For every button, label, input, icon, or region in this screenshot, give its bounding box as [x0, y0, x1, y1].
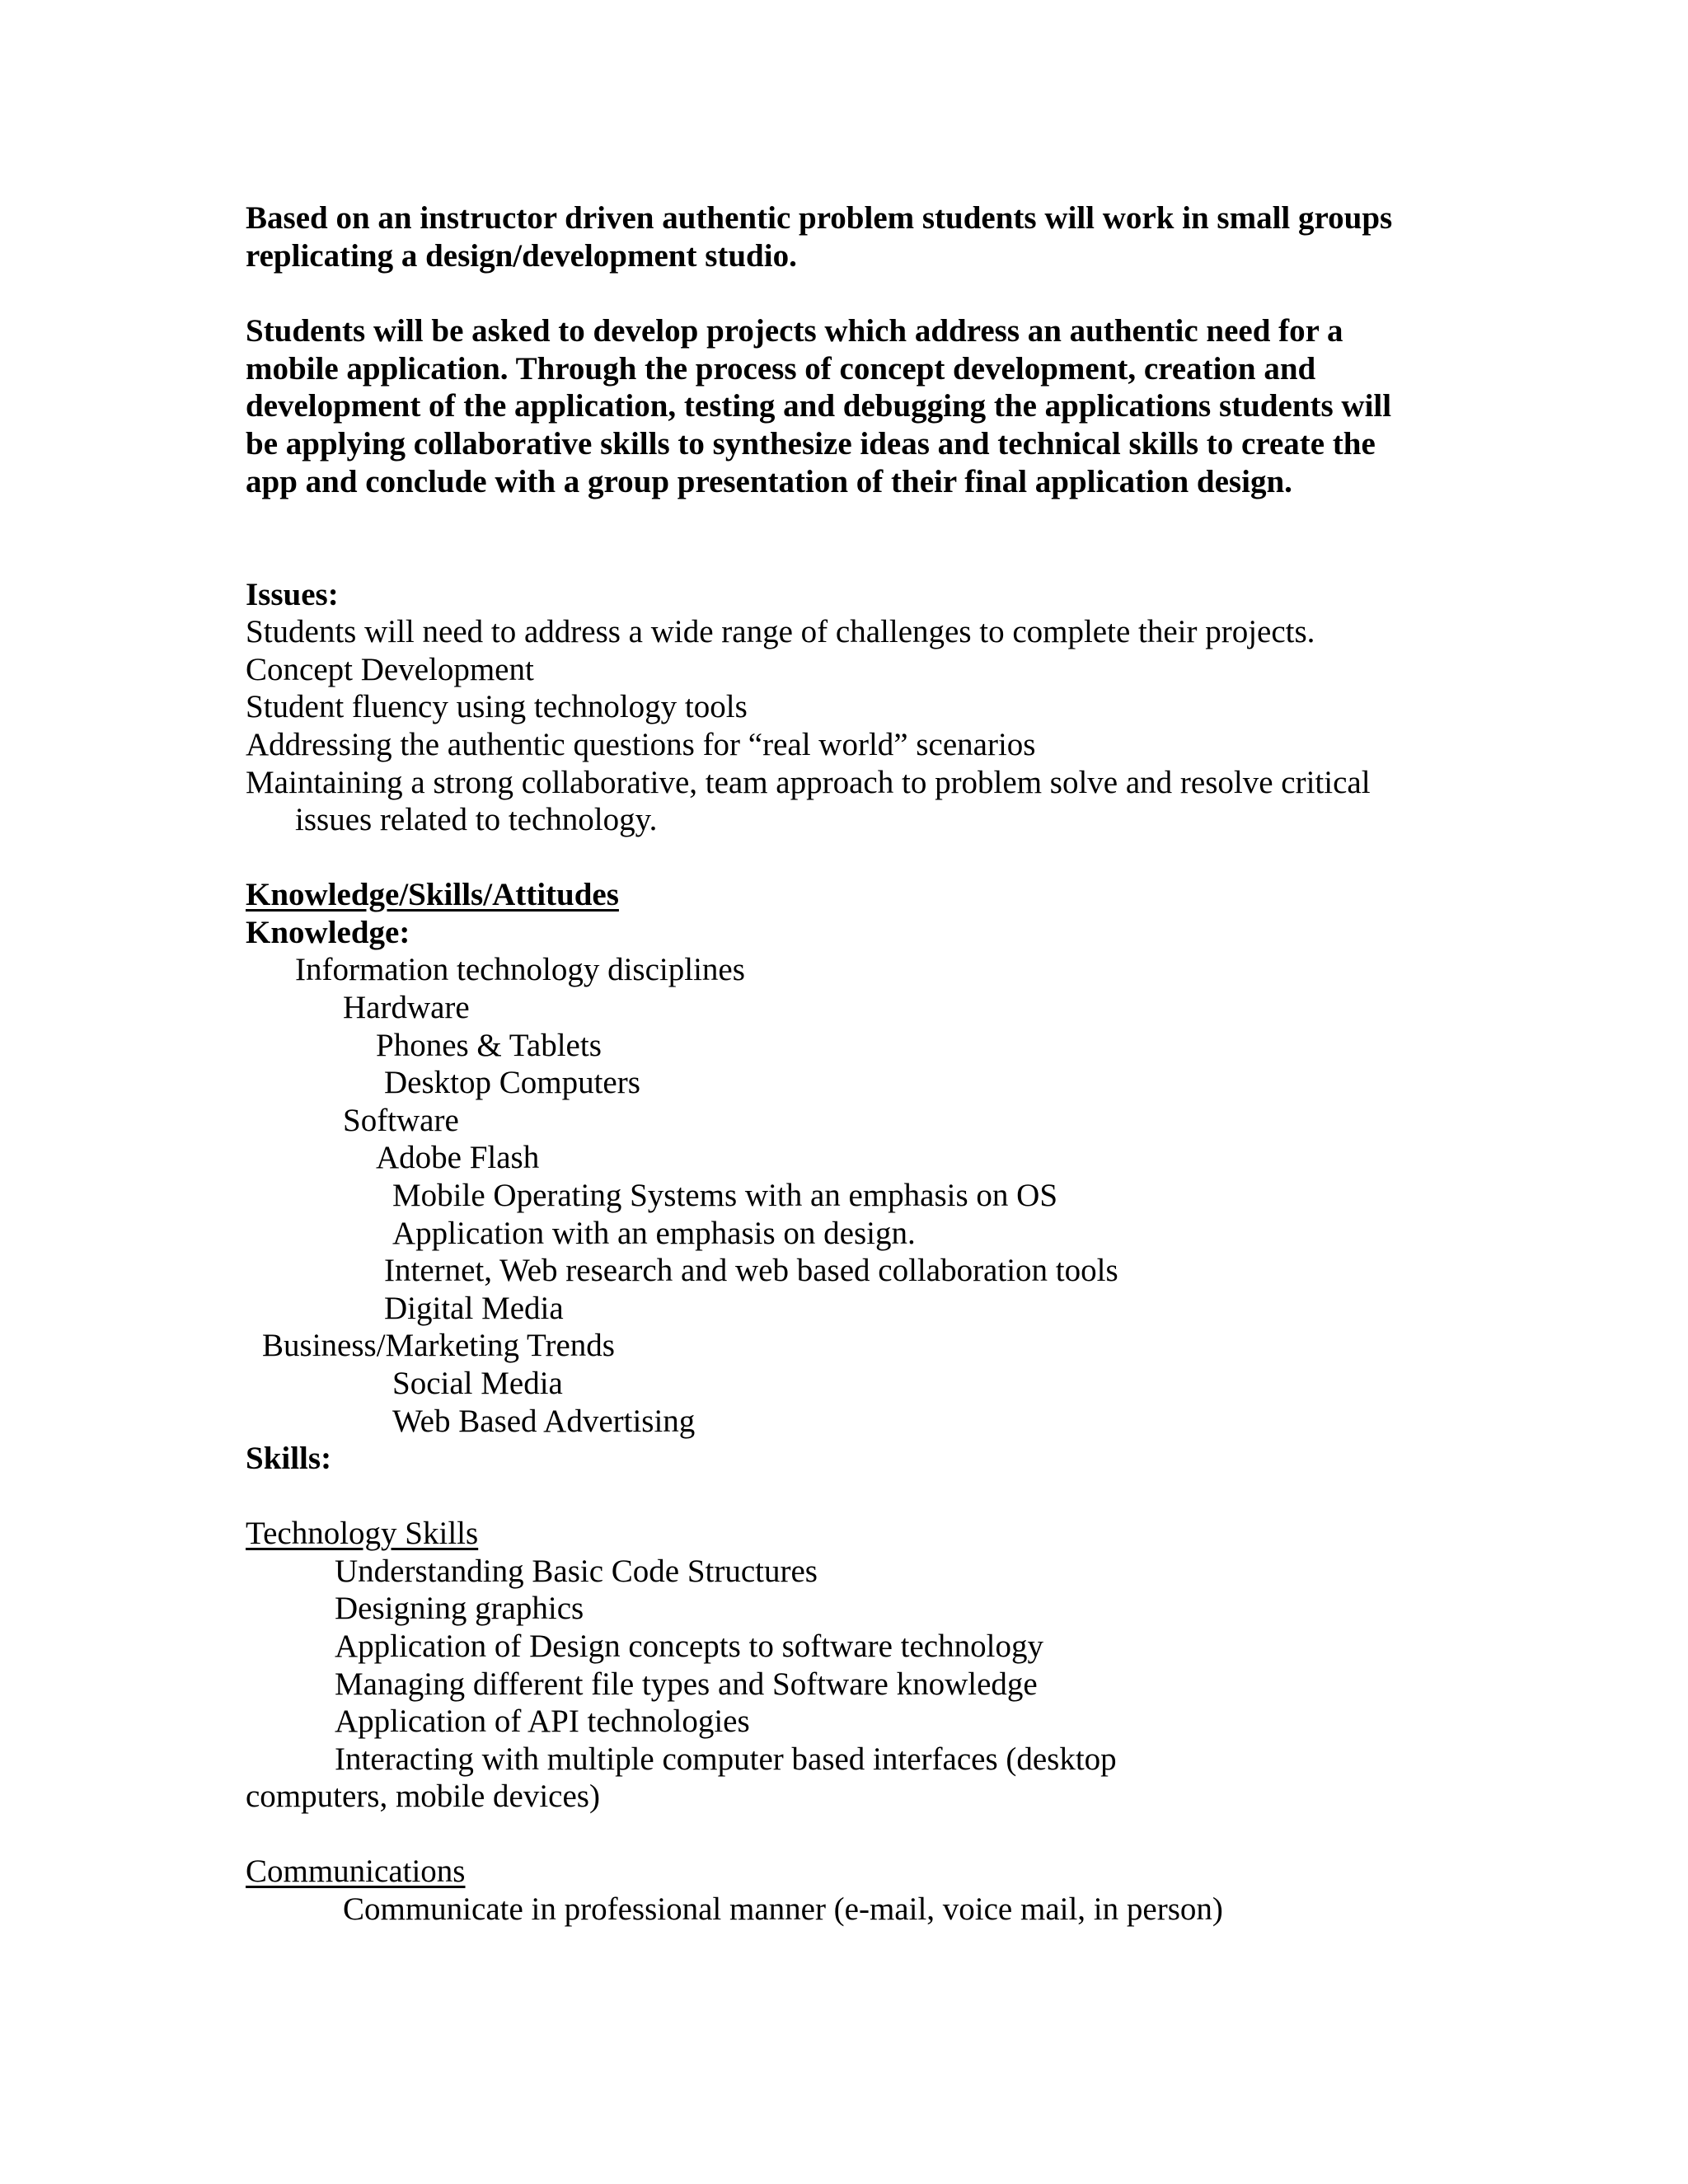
knowledge-item: Digital Media	[384, 1291, 564, 1326]
technology-skills-item: Application of Design concepts to software technology	[335, 1629, 1043, 1664]
communications-heading: Communications	[246, 1854, 466, 1889]
knowledge-heading: Knowledge:	[246, 915, 410, 950]
knowledge-item: Hardware	[343, 990, 470, 1025]
knowledge-item: Adobe Flash	[376, 1140, 540, 1175]
technology-skills-item: Designing graphics	[335, 1591, 584, 1626]
knowledge-item: Phones & Tablets	[376, 1028, 602, 1063]
description-line: development of the application, testing and debugging the applications students will	[246, 388, 1392, 424]
description-line: Students will be asked to develop projects which address an authentic need for a	[246, 313, 1343, 349]
issues-item: Students will need to address a wide range of challenges to complete their projects.	[246, 614, 1315, 649]
knowledge-item: Business/Marketing Trends	[262, 1328, 615, 1363]
technology-skills-item: Interacting with multiple computer based interfaces (desktop	[335, 1741, 1117, 1777]
knowledge-item: Information technology disciplines	[295, 952, 745, 987]
knowledge-item: Internet, Web research and web based collaboration tools	[384, 1253, 1118, 1288]
issues-item: Concept Development	[246, 652, 534, 687]
communications-item: Communicate in professional manner (e-mail, voice mail, in person)	[343, 1891, 1223, 1927]
description-line: app and conclude with a group presentation of their final application design.	[246, 464, 1292, 499]
technology-skills-item: computers, mobile devices)	[246, 1779, 600, 1814]
intro-line: Based on an instructor driven authentic problem students will work in small groups	[246, 200, 1393, 236]
issues-item: Maintaining a strong collaborative, team approach to problem solve and resolve critical	[246, 765, 1371, 800]
knowledge-item: Desktop Computers	[384, 1065, 640, 1100]
technology-skills-item: Understanding Basic Code Structures	[335, 1554, 818, 1589]
description-line: be applying collaborative skills to synthesize ideas and technical skills to create the	[246, 426, 1376, 462]
knowledge-item: Application with an emphasis on design.	[392, 1216, 916, 1251]
issues-item: Student fluency using technology tools	[246, 689, 748, 724]
technology-skills-heading: Technology Skills	[246, 1516, 479, 1551]
technology-skills-item: Managing different file types and Software knowledge	[335, 1666, 1038, 1702]
knowledge-item: Software	[343, 1103, 459, 1138]
skills-heading: Skills:	[246, 1441, 332, 1476]
intro-line: replicating a design/development studio.	[246, 238, 797, 274]
knowledge-item: Mobile Operating Systems with an emphasis on OS	[392, 1178, 1058, 1213]
technology-skills-item: Application of API technologies	[335, 1704, 750, 1739]
knowledge-item: Social Media	[392, 1366, 563, 1401]
issues-item: issues related to technology.	[295, 802, 658, 837]
knowledge-item: Web Based Advertising	[392, 1404, 696, 1439]
description-line: mobile application. Through the process of concept development, creation and	[246, 351, 1316, 387]
issues-item: Addressing the authentic questions for “real world” scenarios	[246, 727, 1036, 762]
ksa-heading: Knowledge/Skills/Attitudes	[246, 877, 619, 912]
issues-heading: Issues:	[246, 577, 339, 612]
